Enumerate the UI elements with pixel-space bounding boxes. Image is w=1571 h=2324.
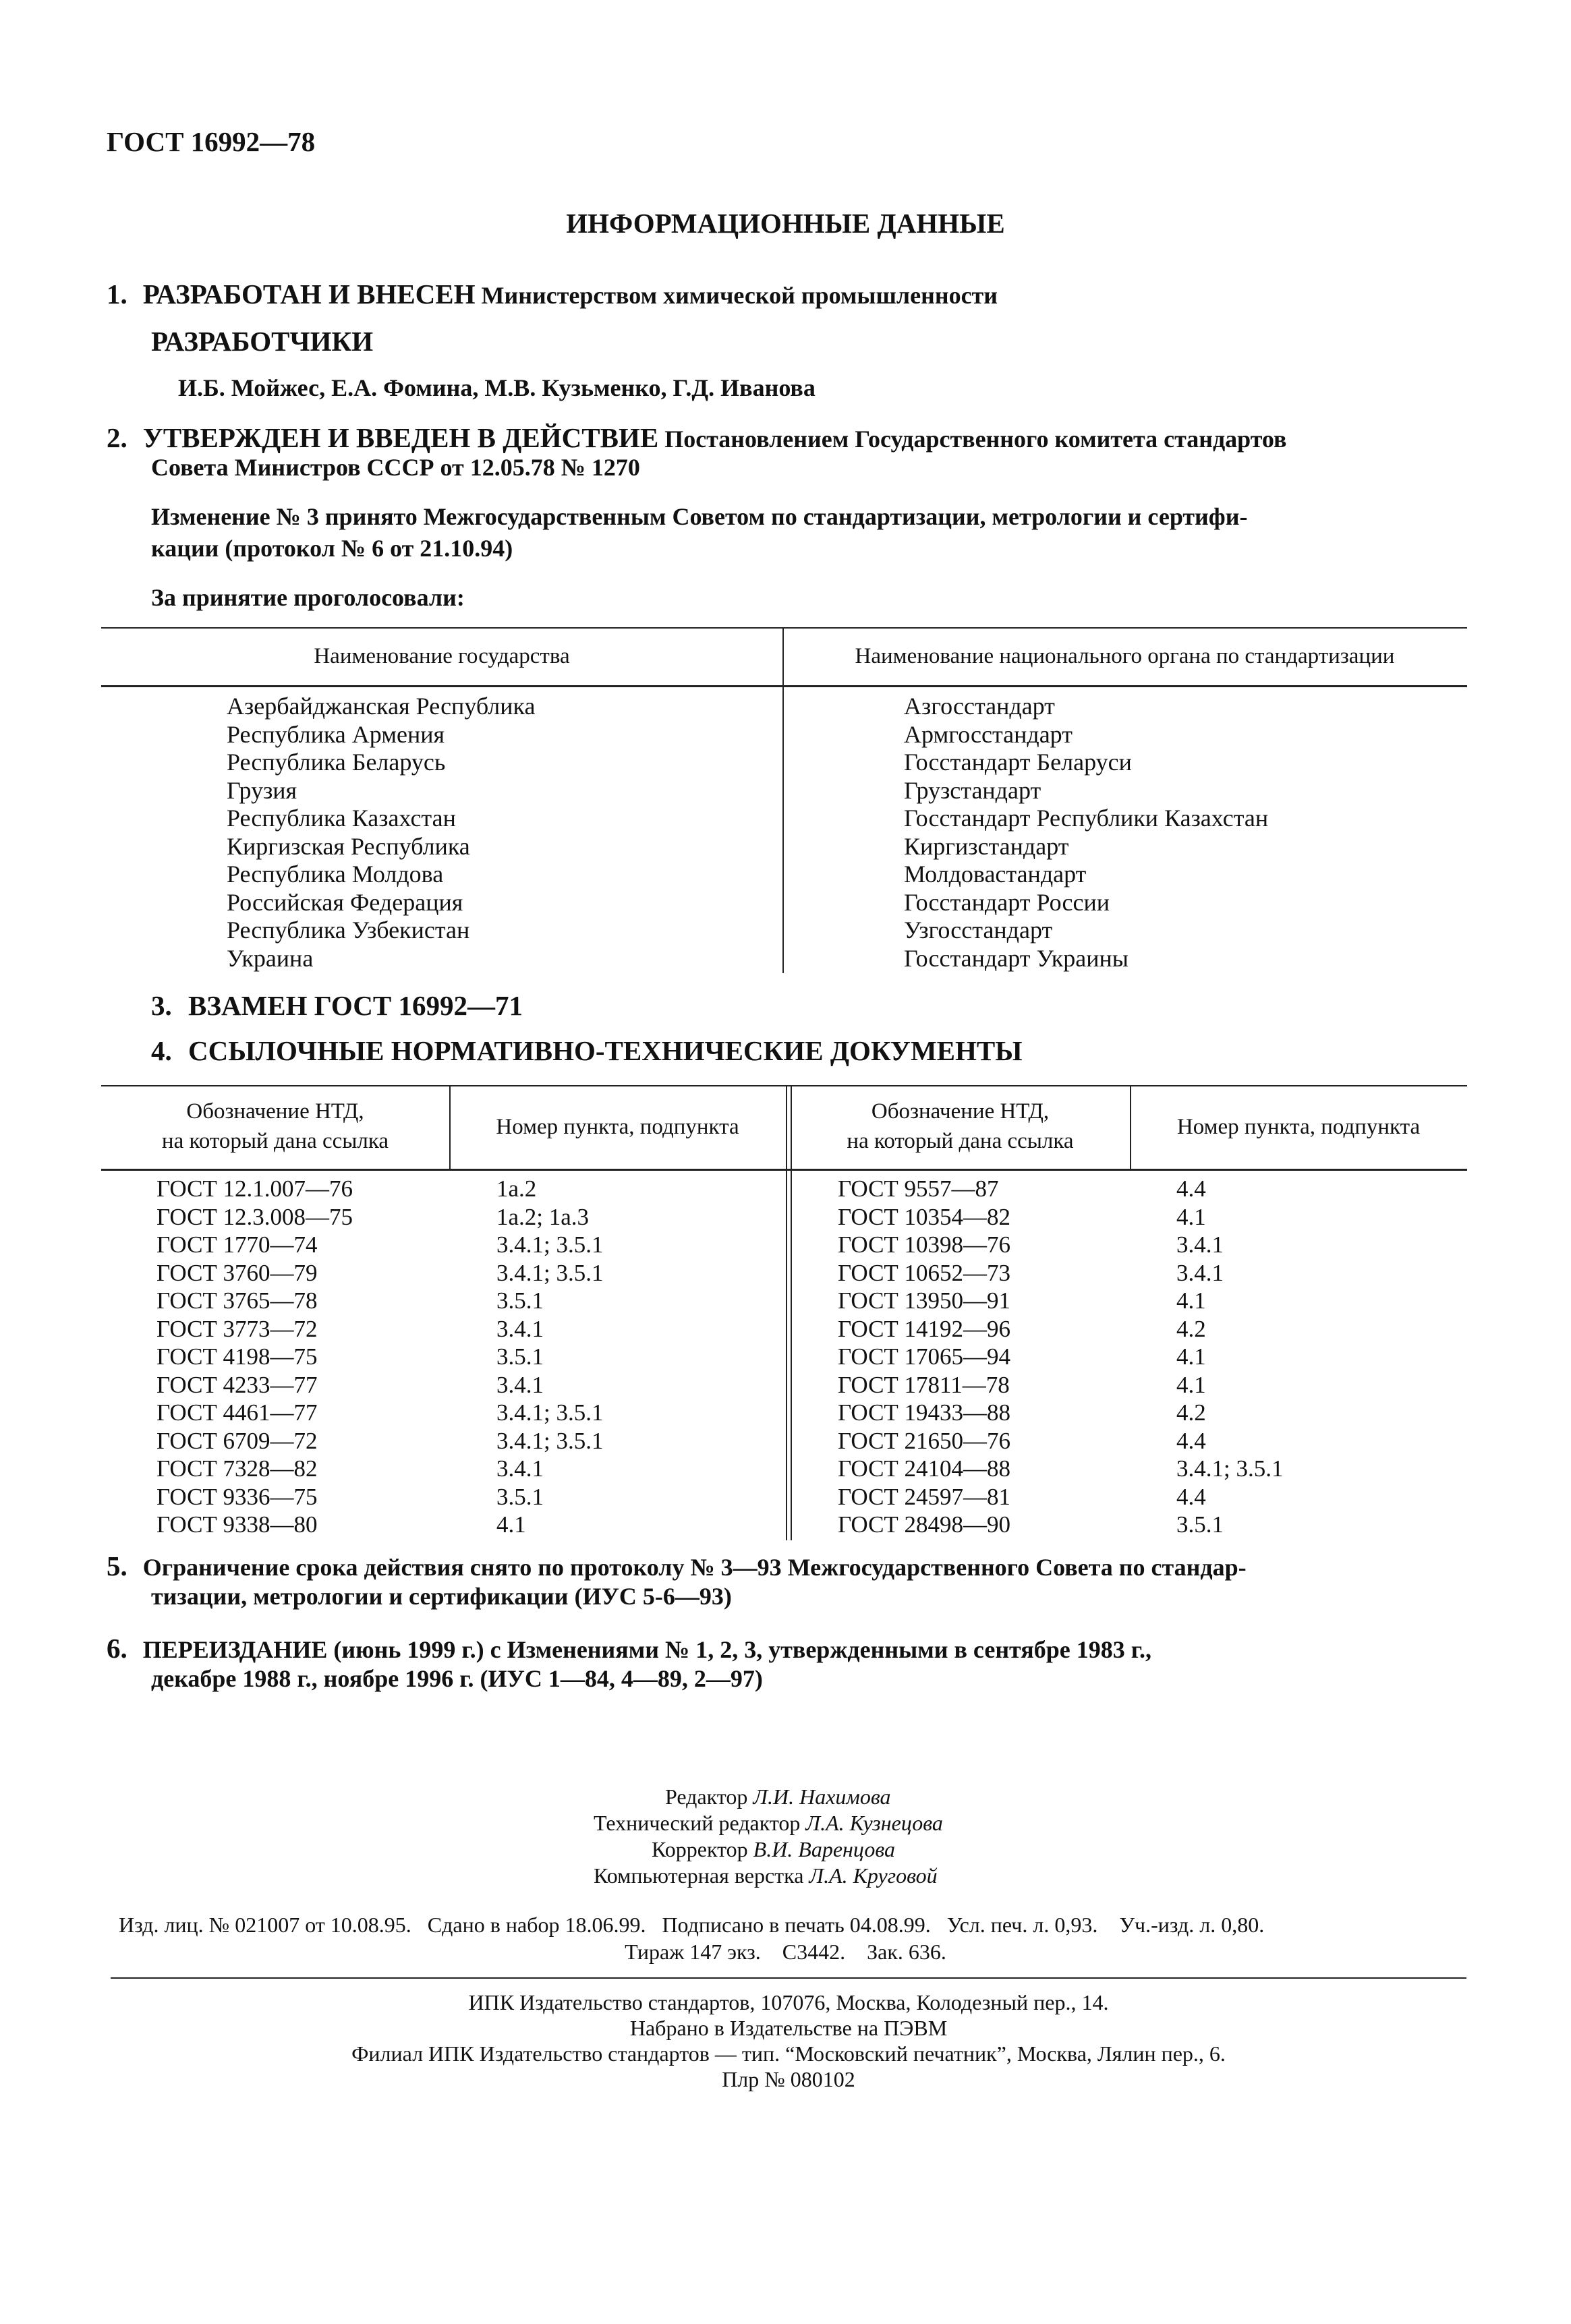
page-title: ИНФОРМАЦИОННЫЕ ДАННЫЕ — [566, 208, 1005, 239]
table-row: Российская Федерация — [227, 888, 463, 916]
refs-table-top-rule — [101, 1085, 1467, 1086]
table-row: ГОСТ 17065—94 — [838, 1343, 1011, 1370]
table-row: 3.4.1; 3.5.1 — [496, 1259, 604, 1286]
votes-table-header-rule — [101, 685, 1467, 687]
table-row: ГОСТ 10652—73 — [838, 1259, 1011, 1286]
section-3-number: 3. — [151, 990, 172, 1021]
table-row: Госстандарт Беларуси — [904, 749, 1132, 776]
table-row: ГОСТ 28498—90 — [838, 1511, 1011, 1538]
table-row: 3.4.1 — [496, 1455, 544, 1482]
votes-table-divider — [782, 627, 784, 973]
table-row: ГОСТ 1770—74 — [156, 1231, 318, 1258]
refs-table-header-rule — [101, 1169, 1467, 1171]
refs-header-item-right: Номер пункта, подпункта — [1176, 1115, 1421, 1139]
table-row: ГОСТ 17811—78 — [838, 1371, 1010, 1398]
table-row: 3.4.1; 3.5.1 — [496, 1231, 604, 1258]
table-row: Азербайджанская Республика — [227, 693, 536, 720]
table-row: 4.2 — [1176, 1399, 1206, 1426]
section-1-bold: РАЗРАБОТАН И ВНЕСЕН — [142, 279, 476, 310]
table-row: 3.5.1 — [496, 1343, 544, 1370]
table-row: Республика Казахстан — [227, 805, 456, 832]
table-row: ГОСТ 10354—82 — [838, 1203, 1011, 1230]
section-2-bold: УТВЕРЖДЕН И ВВЕДЕН В ДЕЙСТВИЕ — [142, 422, 659, 453]
table-row: ГОСТ 24104—88 — [838, 1455, 1011, 1482]
change-3-line1: Изменение № 3 принято Межгосударственным Советом по стандартизации, метрологии и сертифи- — [151, 503, 1248, 530]
publisher-line-3: Филиал ИПК Издательство стандартов — тип. “Московский печатник”, Москва, Лялин пер., 6. — [351, 2041, 1226, 2066]
table-row: 3.5.1 — [1176, 1511, 1224, 1538]
section-6-line1: ПЕРЕИЗДАНИЕ (июнь 1999 г.) с Изменениями № 1, 2, 3, утвержденными в сентябре 1983 г., — [142, 1636, 1152, 1663]
table-row: 3.4.1 — [1176, 1231, 1224, 1258]
credits — [594, 1784, 943, 1889]
refs-header-ntd-left: Обозначение НТД, на который дана ссылка — [161, 1099, 389, 1153]
table-row: Грузия — [227, 776, 297, 804]
refs-left-docs-column — [156, 1175, 353, 1539]
table-row: ГОСТ 12.1.007—76 — [156, 1175, 353, 1202]
table-row: ГОСТ 14192—96 — [838, 1315, 1011, 1342]
publisher-line-1: ИПК Издательство стандартов, 107076, Москва, Колодезный пер., 14. — [468, 1990, 1109, 2014]
table-row: 3.4.1 — [496, 1371, 544, 1398]
section-4-number: 4. — [151, 1035, 172, 1066]
table-row: 4.4 — [1176, 1175, 1206, 1202]
imprint-rule — [111, 1977, 1466, 1979]
table-row: ГОСТ 7328—82 — [156, 1455, 318, 1482]
refs-right-docs-column — [838, 1175, 1010, 1539]
table-row: 1а.2; 1а.3 — [496, 1203, 590, 1230]
table-row: Армгосстандарт — [904, 720, 1073, 748]
refs-left-items-column — [496, 1175, 603, 1539]
section-5-number: 5. — [107, 1550, 127, 1581]
table-row: 4.1 — [1176, 1203, 1206, 1230]
section-2-text: Постановлением Государственного комитета стандартов — [664, 426, 1287, 453]
table-row: 4.1 — [1176, 1371, 1206, 1398]
table-row: 4.2 — [1176, 1315, 1206, 1342]
credit-editor: Редактор Л.И. Нахимова — [665, 1784, 891, 1809]
table-row: ГОСТ 9336—75 — [156, 1483, 318, 1510]
imprint-line2: Тираж 147 экз. С3442. Зак. 636. — [625, 1940, 946, 1964]
section-5 — [107, 1550, 1247, 1582]
votes-states-column — [227, 693, 535, 972]
table-row: Киргизская Республика — [227, 832, 470, 860]
table-row: ГОСТ 13950—91 — [838, 1287, 1011, 1314]
section-2 — [107, 422, 1286, 454]
credit-tech-editor: Технический редактор Л.А. Кузнецова — [594, 1811, 943, 1835]
developers-list: И.Б. Мойжес, Е.А. Фомина, М.В. Кузьменко, Г.Д. Иванова — [178, 374, 816, 401]
section-5-line2: тизации, метрологии и сертификации (ИУС 5-6—93) — [151, 1583, 732, 1610]
section-2-number: 2. — [107, 422, 127, 453]
section-2-line2: Совета Министров СССР от 12.05.78 № 1270 — [151, 454, 640, 481]
developers-label: РАЗРАБОТЧИКИ — [151, 326, 374, 357]
section-6 — [107, 1632, 1151, 1664]
table-row: ГОСТ 4198—75 — [156, 1343, 318, 1370]
table-row: ГОСТ 9338—80 — [156, 1511, 318, 1538]
table-row: Грузстандарт — [904, 776, 1041, 804]
table-row: 4.1 — [1176, 1287, 1206, 1314]
section-6-line2: декабре 1988 г., ноябре 1996 г. (ИУС 1—84, 4—89, 2—97) — [151, 1665, 763, 1692]
votes-header-body: Наименование национального органа по стандартизации — [855, 644, 1395, 668]
table-row: 1а.2 — [496, 1175, 537, 1202]
imprint-line1: Изд. лиц. № 021007 от 10.08.95. Сдано в набор 18.06.99. Подписано в печать 04.08.99. Усл. печ. л. 0,93. Уч.-изд. л. 0,80. — [119, 1913, 1265, 1937]
votes-header-state: Наименование государства — [314, 644, 570, 668]
section-4-text: ССЫЛОЧНЫЕ НОРМАТИВНО-ТЕХНИЧЕСКИЕ ДОКУМЕНТЫ — [188, 1035, 1023, 1066]
section-6-number: 6. — [107, 1633, 127, 1664]
table-row: ГОСТ 4233—77 — [156, 1371, 318, 1398]
table-row: 3.4.1; 3.5.1 — [496, 1399, 604, 1426]
votes-table-top-rule — [101, 627, 1467, 629]
credit-layout: Компьютерная верстка Л.А. Круговой — [594, 1863, 938, 1888]
table-row: 3.5.1 — [496, 1287, 544, 1314]
section-3-text: ВЗАМЕН ГОСТ 16992—71 — [188, 990, 523, 1021]
table-row: 3.4.1 — [1176, 1259, 1224, 1286]
table-row: ГОСТ 4461—77 — [156, 1399, 318, 1426]
table-row: 4.4 — [1176, 1427, 1206, 1454]
table-row: Украина — [227, 944, 314, 972]
section-4 — [151, 1035, 1023, 1067]
table-row: Республика Беларусь — [227, 749, 446, 776]
refs-header-item-left: Номер пункта, подпункта — [496, 1115, 739, 1139]
table-row: 4.1 — [496, 1511, 526, 1538]
table-row: Республика Узбекистан — [227, 917, 470, 943]
table-row: 3.4.1; 3.5.1 — [1176, 1455, 1284, 1482]
table-row: ГОСТ 6709—72 — [156, 1427, 318, 1454]
table-row: ГОСТ 9557—87 — [838, 1175, 999, 1202]
table-row: ГОСТ 3773—72 — [156, 1315, 318, 1342]
credit-proofreader: Корректор В.И. Варенцова — [652, 1837, 895, 1861]
table-row: Киргизстандарт — [904, 832, 1069, 860]
table-row: ГОСТ 3760—79 — [156, 1259, 318, 1286]
table-row: ГОСТ 3765—78 — [156, 1287, 318, 1314]
table-row: 3.4.1; 3.5.1 — [496, 1427, 604, 1454]
section-1-number: 1. — [107, 279, 127, 310]
doc-code: ГОСТ 16992—78 — [107, 126, 316, 157]
section-5-line1: Ограничение срока действия снято по протоколу № 3—93 Межгосударственного Совета по стандар- — [142, 1554, 1247, 1581]
table-row: 4.4 — [1176, 1483, 1206, 1510]
section-1 — [107, 278, 998, 310]
votes-bodies-column — [904, 693, 1268, 972]
table-row: ГОСТ 19433—88 — [838, 1399, 1011, 1426]
change-3-line2: кации (протокол № 6 от 21.10.94) — [151, 535, 513, 562]
table-row: Молдовастандарт — [904, 861, 1087, 888]
table-row: 4.1 — [1176, 1343, 1206, 1370]
table-row: Госстандарт России — [904, 888, 1110, 916]
table-row: ГОСТ 21650—76 — [838, 1427, 1011, 1454]
table-row: Госстандарт Украины — [904, 944, 1129, 972]
publisher-block — [111, 1989, 1466, 2092]
table-row: Госстандарт Республики Казахстан — [904, 805, 1269, 832]
table-row: 3.5.1 — [496, 1483, 544, 1510]
publisher-line-4: Плр № 080102 — [722, 2067, 855, 2091]
table-row: ГОСТ 12.3.008—75 — [156, 1203, 353, 1230]
table-row: Азгосстандарт — [904, 693, 1055, 720]
table-row: Республика Армения — [227, 720, 445, 748]
refs-right-items-column — [1176, 1175, 1283, 1539]
publisher-line-2: Набрано в Издательстве на ПЭВМ — [629, 2016, 948, 2040]
refs-header-ntd-right: Обозначение НТД, на который дана ссылка — [847, 1099, 1074, 1153]
table-row: 3.4.1 — [496, 1315, 544, 1342]
voted-label: За принятие проголосовали: — [151, 584, 465, 611]
table-row: Республика Молдова — [227, 861, 444, 888]
section-3 — [151, 989, 523, 1022]
table-row: ГОСТ 10398—76 — [838, 1231, 1011, 1258]
refs-divider-2 — [786, 1085, 787, 1540]
section-1-text: Министерством химической промышленности — [481, 282, 998, 309]
table-row: Узгосстандарт — [904, 917, 1053, 943]
table-row: ГОСТ 24597—81 — [838, 1483, 1011, 1510]
